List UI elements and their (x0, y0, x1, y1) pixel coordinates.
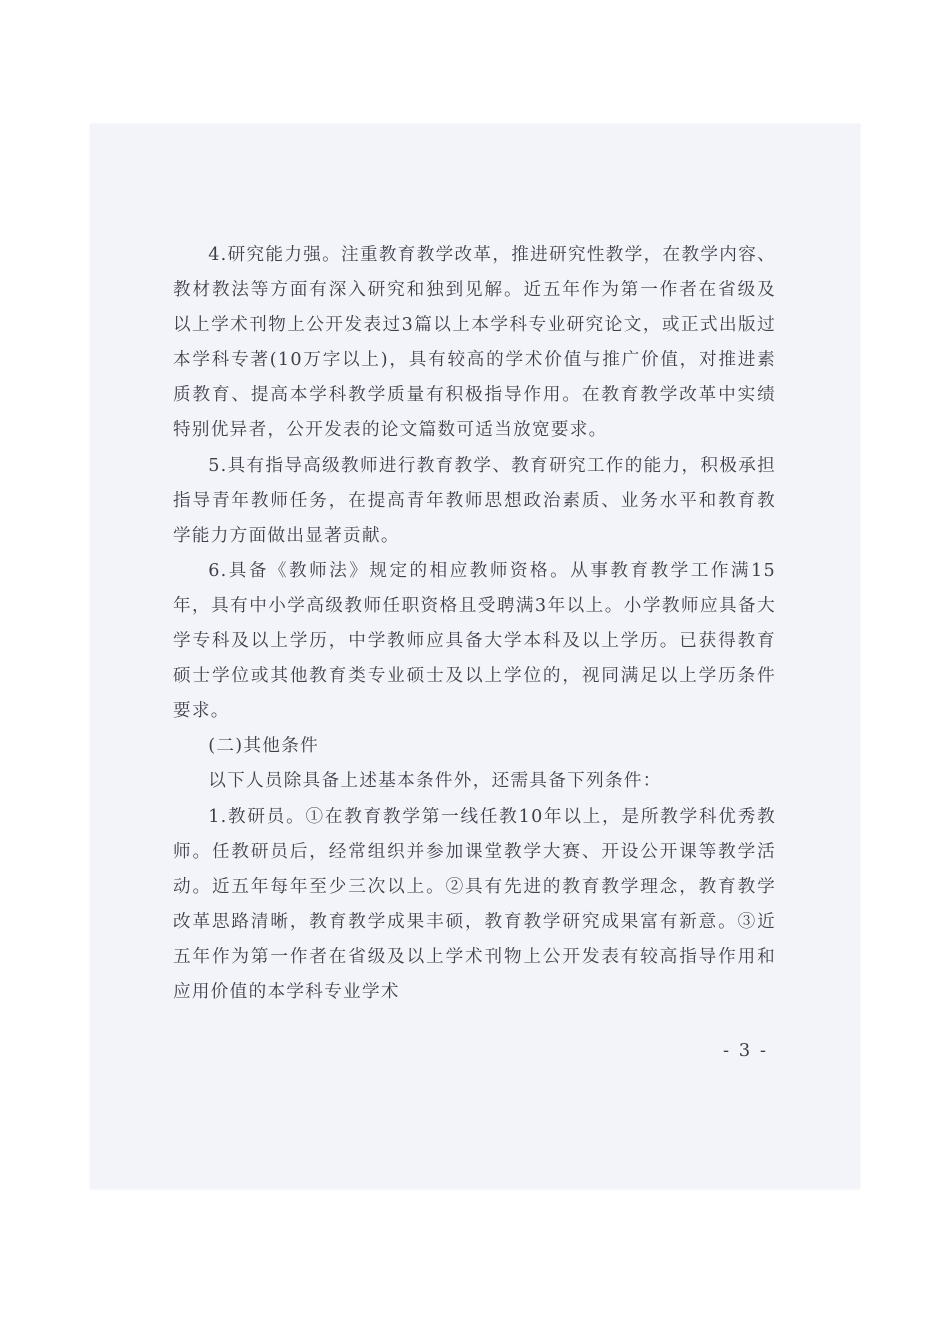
paragraph-guidance-ability: 5.具有指导高级教师进行教育教学、教育研究工作的能力，积极承担指导青年教师任务，在提高青年教师思想政治素质、业务水平和教育教学能力方面做出显著贡献。 (173, 455, 776, 546)
paragraph-qualifications: 6.具备《教师法》规定的相应教师资格。从事教育教学工作满15年，具有中小学高级教师任职资格且受聘满3年以上。小学教师应具备大学专科及以上学历，中学教师应具备大学本科及以上学历。已获得教育硕士学位或其他教育类专业硕士及以上学位的，视同满足以上学历条件要求。 (173, 560, 776, 722)
paragraph-researcher-conditions: 1.教研员。①在教育教学第一线任教10年以上，是所教学科优秀教师。任教研员后，经常组织并参加课堂教学大赛、开设公开课等教学活动。近五年每年至少三次以上。②具有先进的教育教学理念，教育教学改革思路清晰，教育教学成果丰硕，教育教学研究成果富有新意。③近五年作为第一作者在省级及以上学术刊物上公开发表有较高指导作用和应用价值的本学科专业学术 (173, 806, 776, 1002)
body-text (173, 238, 776, 1010)
paragraph-research-ability: 4.研究能力强。注重教育教学改革，推进研究性教学，在教学内容、教材教法等方面有深入研究和独到见解。近五年作为第一作者在省级及以上学术刊物上公开发表过3篇以上本学科专业研究论文，或正式出版过本学科专著(10万字以上)，具有较高的学术价值与推广价值，对推进素质教育、提高本学科教学质量有积极指导作用。在教育教学改革中实绩特别优异者，公开发表的论文篇数可适当放宽要求。 (173, 245, 776, 441)
page-number: - 3 - (722, 1040, 768, 1061)
section-heading-other-conditions: (二)其他条件 (208, 736, 319, 757)
scanned-page (90, 124, 860, 1189)
paragraph-other-conditions-intro: 以下人员除具备上述基本条件外，还需具备下列条件： (208, 771, 662, 792)
